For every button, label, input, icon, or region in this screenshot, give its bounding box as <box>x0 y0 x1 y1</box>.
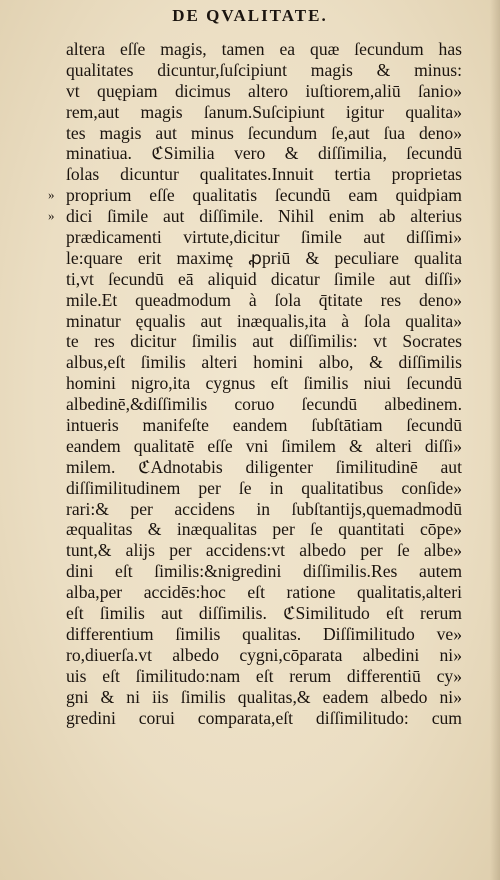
text-line: tunt,& aliјs per accidens:vt albedo per ſe albe» <box>66 540 462 561</box>
text-line: differentium ſimilis qualitas. Diſſimilitudo ve» <box>66 623 462 644</box>
text-line: æqualitas & inæqualitas per ſe quantitati cōpe» <box>66 519 462 540</box>
text-line: tes magis aut minus ſecundum ſe,aut ſua deno» <box>66 122 462 143</box>
text-line: uis eſt ſimilitudo:nam eſt rerum differentiū cy» <box>66 665 462 686</box>
text-line: te res dicitur ſimilis aut diſſimilis: vt Socrates <box>66 331 462 352</box>
body-text <box>66 39 462 728</box>
text-line: albus,eſt ſimilis alteri homini albo, & diſſimilis <box>66 352 462 373</box>
text-line: le:quare erit maximę ꝓpriū & peculiare qualita <box>66 247 462 268</box>
text-line: alba,per accidēs:hoc eſt ratione qualitatis,alteri <box>66 582 462 603</box>
text-line: dini eſt ſimilis:&nigredini diſſimilis.Res autem <box>66 561 462 582</box>
text-line: diſſimilitudinem per ſe in qualitatibus conſide» <box>66 477 462 498</box>
text-line: altera eſſe magis, tamen ea quæ ſecundum has <box>66 39 462 59</box>
text-line: qualitates dicuntur,ſuſcipiunt magis & minus: <box>66 59 462 80</box>
text-line: gni & ni iis ſimilis qualitas,& eadem albedo ni» <box>66 686 462 707</box>
text-line: gredini corui comparata,eſt diſſimilitudo: cum <box>66 707 462 728</box>
text-line: minatiua. ℭSimilia vero & diſſimilia, ſecundū <box>66 143 462 164</box>
text-line: rem,aut magis ſanum.Suſcipiunt igitur qualita» <box>66 101 462 122</box>
text-line: minatur ęqualis aut inæqualis,ita à ſola qualita» <box>66 310 462 331</box>
text-line: eandem qualitatē eſſe vni ſimilem & alteri diſſi» <box>66 435 462 456</box>
text-line: ſolas dicuntur qualitates.Innuit tertia proprietas <box>66 164 462 185</box>
text-line: intueris manifeſte eandem ſubſtātiam ſecundū <box>66 415 462 436</box>
text-line: vt quępiam dicimus altero iuſtiorem,aliū ſanio» <box>66 80 462 101</box>
text-line: prædicamenti virtute,dicitur ſimile aut diſſimi» <box>66 227 462 248</box>
text-line: ro,diuerſa.vt albedo cygni,cōparata albedini ni» <box>66 644 462 665</box>
text-line: homini nigro,ita cygnus eſt ſimilis niui ſecundū <box>66 373 462 394</box>
page-edge-shadow <box>490 0 500 880</box>
text-line: ti,vt ſecundū eā aliquid dicatur ſimile aut diſſi» <box>66 268 462 289</box>
marginal-mark: » <box>48 208 55 224</box>
text-line: rari:& per accidens in ſubſtantijs,quemadmodū <box>66 498 462 519</box>
text-line: albedinē,&diſſimilis coruo ſecundū albedinem. <box>66 394 462 415</box>
marginal-mark: » <box>48 187 55 203</box>
running-head: DE QVALITATE. <box>172 6 328 25</box>
text-line: dici ſimile aut diſſimile. Nihil enim ab alterius <box>66 206 462 227</box>
text-line: proprium eſſe qualitatis ſecundū eam quidpiam <box>66 185 462 206</box>
text-line: milem. ℭAdnotabis diligenter ſimilitudinē aut <box>66 456 462 477</box>
text-line: mile.Et queadmodum à ſola q̄titate res deno» <box>66 289 462 310</box>
text-line: eſt ſimilis aut diſſimilis. ℭSimilitudo eſt rerum <box>66 603 462 624</box>
